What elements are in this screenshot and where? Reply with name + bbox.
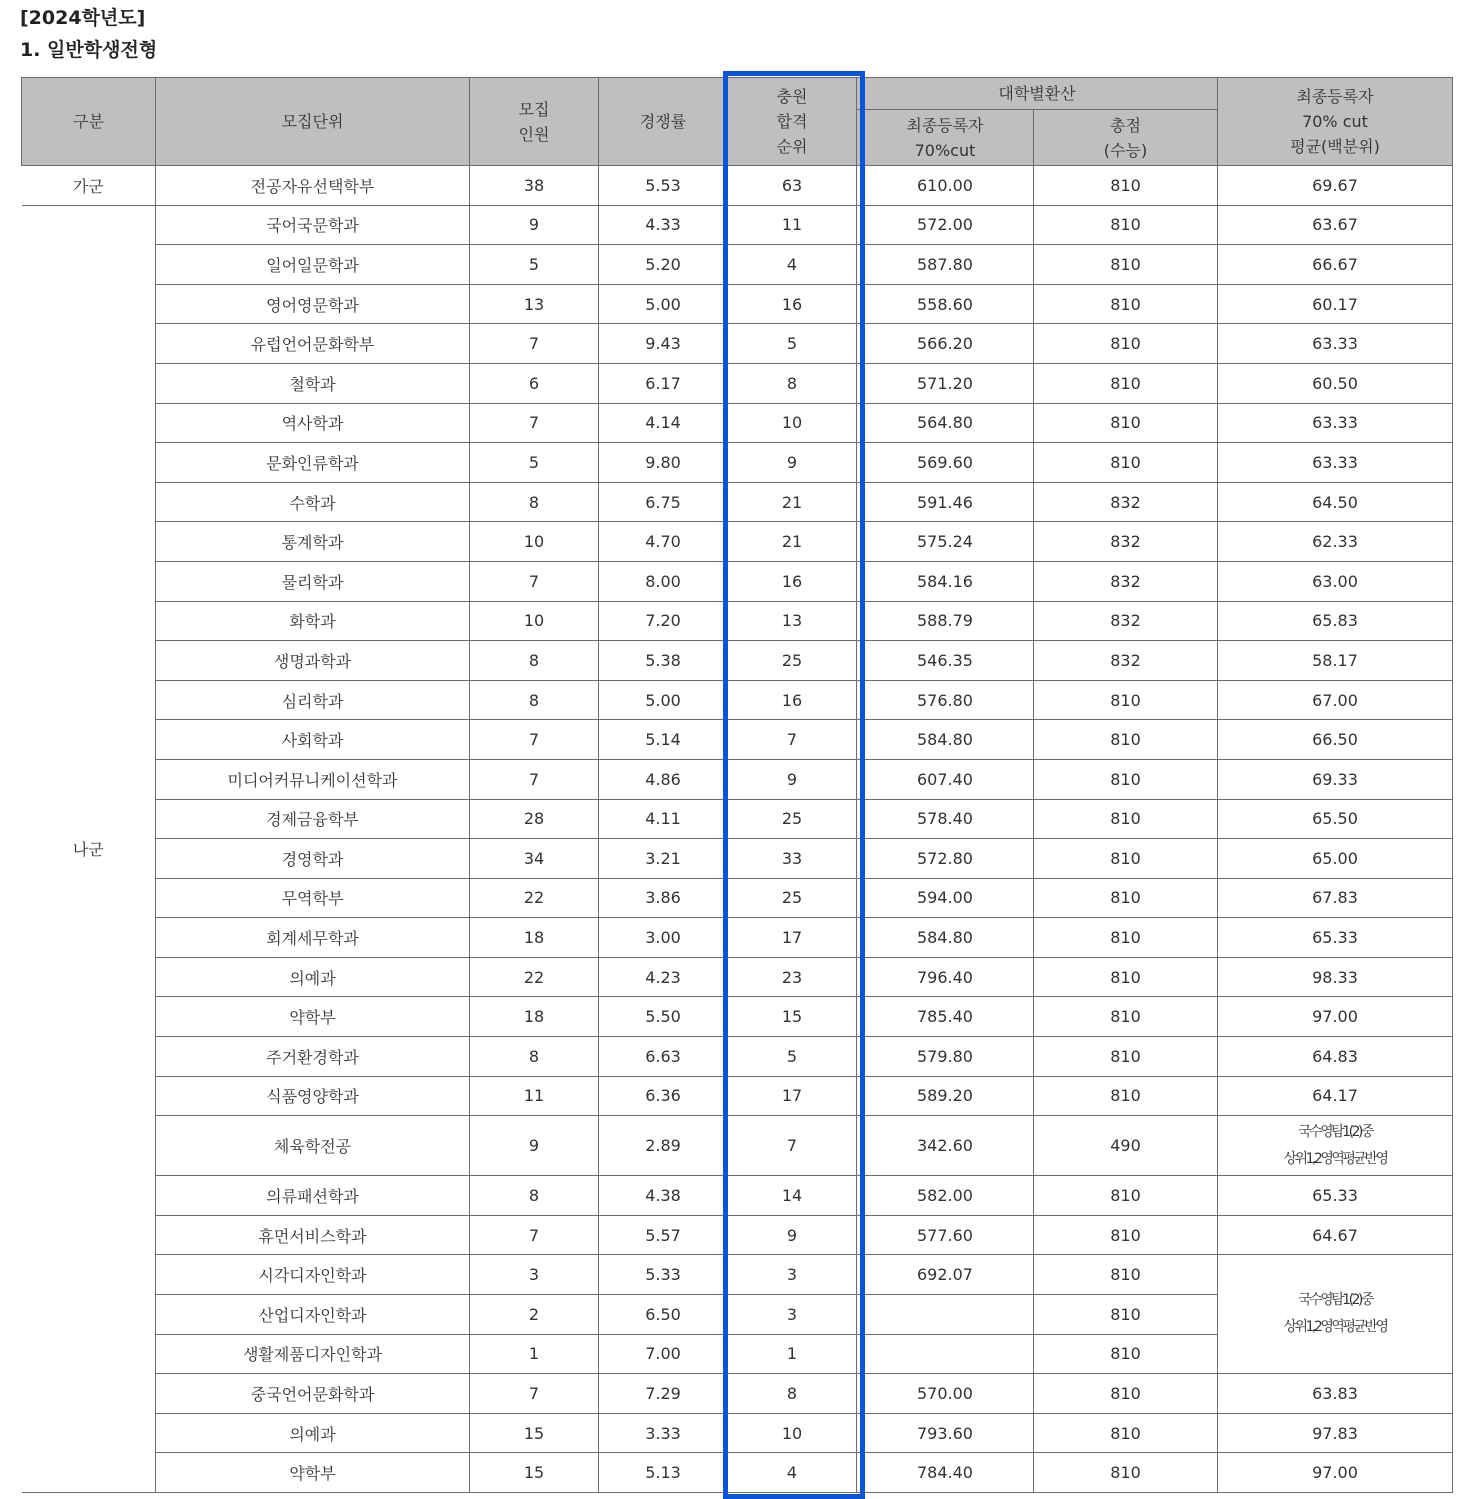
unit-cell: 심리학과 [156, 680, 470, 720]
unit-cell: 의예과 [156, 957, 470, 997]
cut-cell: 571.20 [857, 363, 1034, 403]
cut-cell: 576.80 [857, 680, 1034, 720]
rank-cell: 11 [728, 205, 857, 245]
percentile-cell: 63.33 [1218, 443, 1453, 483]
unit-cell: 체육학전공 [156, 1116, 470, 1176]
ratio-cell: 3.00 [599, 918, 728, 958]
ratio-cell: 4.14 [599, 403, 728, 443]
header-pct-line3: 평균(백분위) [1290, 137, 1380, 156]
header-rank [728, 78, 857, 166]
table-row [22, 799, 1453, 839]
ratio-cell: 4.38 [599, 1176, 728, 1216]
cut-cell: 784.40 [857, 1453, 1034, 1493]
total-cell: 810 [1034, 205, 1218, 245]
quota-cell: 5 [470, 443, 599, 483]
percentile-cell: 63.00 [1218, 561, 1453, 601]
ratio-cell: 4.86 [599, 759, 728, 799]
percentile-cell: 97.83 [1218, 1413, 1453, 1453]
ratio-cell: 7.29 [599, 1374, 728, 1414]
percentile-cell: 97.00 [1218, 997, 1453, 1037]
unit-cell: 생활제품디자인학과 [156, 1334, 470, 1374]
percentile-cell: 60.17 [1218, 284, 1453, 324]
total-cell: 810 [1034, 918, 1218, 958]
header-total-line1: 총점 [1110, 115, 1141, 135]
ratio-cell: 3.21 [599, 839, 728, 879]
cut-cell: 584.80 [857, 720, 1034, 760]
total-cell: 832 [1034, 561, 1218, 601]
table-row [22, 997, 1453, 1037]
admission-results-table [21, 77, 1453, 1493]
percentile-cell: 63.83 [1218, 1374, 1453, 1414]
header-rank-line3: 순위 [776, 137, 808, 156]
percentile-cell: 65.33 [1218, 1176, 1453, 1216]
rank-cell: 10 [728, 403, 857, 443]
cut-cell: 564.80 [857, 403, 1034, 443]
quota-cell: 7 [470, 1374, 599, 1414]
cut-cell: 588.79 [857, 601, 1034, 641]
cut-cell [857, 1295, 1034, 1335]
header-group: 구분 [22, 78, 156, 166]
total-cell: 810 [1034, 1037, 1218, 1077]
total-cell: 810 [1034, 878, 1218, 918]
total-cell: 810 [1034, 1453, 1218, 1493]
ratio-cell: 4.23 [599, 957, 728, 997]
table-row [22, 1076, 1453, 1116]
rank-cell: 7 [728, 1116, 857, 1176]
unit-cell: 일어일문학과 [156, 245, 470, 285]
quota-cell: 7 [470, 403, 599, 443]
quota-cell: 7 [470, 324, 599, 364]
percentile-cell: 66.50 [1218, 720, 1453, 760]
ratio-cell: 6.17 [599, 363, 728, 403]
ratio-cell: 5.14 [599, 720, 728, 760]
table-row [22, 918, 1453, 958]
rank-cell: 9 [728, 1215, 857, 1255]
cut-cell: 575.24 [857, 522, 1034, 562]
quota-cell: 22 [470, 878, 599, 918]
rank-cell: 8 [728, 1374, 857, 1414]
cut-cell: 785.40 [857, 997, 1034, 1037]
ratio-cell: 6.75 [599, 482, 728, 522]
rank-cell: 10 [728, 1413, 857, 1453]
unit-cell: 문화인류학과 [156, 443, 470, 483]
cut-cell: 589.20 [857, 1076, 1034, 1116]
cut-cell [857, 1334, 1034, 1374]
percentile-cell: 64.17 [1218, 1076, 1453, 1116]
rank-cell: 16 [728, 284, 857, 324]
quota-cell: 38 [470, 166, 599, 206]
percentile-cell: 69.67 [1218, 166, 1453, 206]
rank-cell: 15 [728, 997, 857, 1037]
total-cell: 810 [1034, 245, 1218, 285]
rank-cell: 3 [728, 1295, 857, 1335]
header-total [1034, 110, 1218, 166]
total-cell: 810 [1034, 1295, 1218, 1335]
rank-cell: 9 [728, 759, 857, 799]
unit-cell: 미디어커뮤니케이션학과 [156, 759, 470, 799]
header-percentile [1218, 78, 1453, 166]
percentile-cell: 60.50 [1218, 363, 1453, 403]
rank-cell: 16 [728, 680, 857, 720]
total-cell: 810 [1034, 1255, 1218, 1295]
table-row [22, 1215, 1453, 1255]
unit-cell: 전공자유선택학부 [156, 166, 470, 206]
total-cell: 832 [1034, 641, 1218, 681]
table-row [22, 1374, 1453, 1414]
total-cell: 810 [1034, 324, 1218, 364]
table-row [22, 680, 1453, 720]
cut-cell: 572.80 [857, 839, 1034, 879]
cut-cell: 566.20 [857, 324, 1034, 364]
unit-cell: 식품영양학과 [156, 1076, 470, 1116]
percentile-cell: 65.00 [1218, 839, 1453, 879]
note-line1: 국수영탐1(2)중 [1298, 1292, 1372, 1309]
unit-cell: 회계세무학과 [156, 918, 470, 958]
ratio-cell: 2.89 [599, 1116, 728, 1176]
table-row [22, 245, 1453, 285]
cut-cell: 577.60 [857, 1215, 1034, 1255]
unit-cell: 수학과 [156, 482, 470, 522]
quota-cell: 8 [470, 1176, 599, 1216]
header-pct-line1: 최종등록자 [1296, 87, 1374, 106]
cut-cell: 692.07 [857, 1255, 1034, 1295]
quota-cell: 7 [470, 759, 599, 799]
ratio-cell: 5.20 [599, 245, 728, 285]
total-cell: 810 [1034, 284, 1218, 324]
percentile-cell: 69.33 [1218, 759, 1453, 799]
unit-cell: 철학과 [156, 363, 470, 403]
quota-cell: 18 [470, 997, 599, 1037]
quota-cell: 22 [470, 957, 599, 997]
table-row [22, 878, 1453, 918]
rank-cell: 25 [728, 641, 857, 681]
header-cut-line1: 최종등록자 [906, 115, 984, 135]
cut-cell: 796.40 [857, 957, 1034, 997]
table-row [22, 1413, 1453, 1453]
ratio-cell: 5.13 [599, 1453, 728, 1493]
cut-cell: 578.40 [857, 799, 1034, 839]
rank-cell: 3 [728, 1255, 857, 1295]
total-cell: 810 [1034, 1374, 1218, 1414]
ratio-cell: 3.33 [599, 1413, 728, 1453]
unit-cell: 경영학과 [156, 839, 470, 879]
ratio-cell: 5.57 [599, 1215, 728, 1255]
ratio-cell: 8.00 [599, 561, 728, 601]
note-line2: 상위1,2영역평균반영 [1283, 1319, 1387, 1336]
total-cell: 832 [1034, 522, 1218, 562]
total-cell: 832 [1034, 482, 1218, 522]
total-cell: 810 [1034, 1215, 1218, 1255]
note-line2: 상위1,2영역평균반영 [1283, 1150, 1387, 1167]
percentile-cell: 67.00 [1218, 680, 1453, 720]
table-row [22, 601, 1453, 641]
percentile-cell: 64.50 [1218, 482, 1453, 522]
cut-cell: 584.16 [857, 561, 1034, 601]
quota-cell: 7 [470, 561, 599, 601]
percentile-note [1284, 1119, 1387, 1173]
unit-cell: 화학과 [156, 601, 470, 641]
header-rank-line1: 충원 [776, 87, 808, 106]
table-row [22, 1037, 1453, 1077]
year-title: [2024학년도] [20, 7, 146, 29]
unit-cell: 역사학과 [156, 403, 470, 443]
quota-cell: 15 [470, 1413, 599, 1453]
quota-cell: 2 [470, 1295, 599, 1335]
header-total-line2: (수능) [1103, 140, 1148, 160]
rank-cell: 13 [728, 601, 857, 641]
total-cell: 810 [1034, 403, 1218, 443]
quota-cell: 5 [470, 245, 599, 285]
ratio-cell: 4.11 [599, 799, 728, 839]
ratio-cell: 4.33 [599, 205, 728, 245]
cut-cell: 584.80 [857, 918, 1034, 958]
total-cell: 810 [1034, 1334, 1218, 1374]
percentile-cell: 98.33 [1218, 957, 1453, 997]
ratio-cell: 3.86 [599, 878, 728, 918]
quota-cell: 9 [470, 205, 599, 245]
ratio-cell: 5.50 [599, 997, 728, 1037]
rank-cell: 5 [728, 1037, 857, 1077]
cut-cell: 546.35 [857, 641, 1034, 681]
header-pct-line2: 70% cut [1302, 112, 1368, 131]
unit-cell: 주거환경학과 [156, 1037, 470, 1077]
table-header [22, 78, 1453, 166]
table-row [22, 1453, 1453, 1493]
quota-cell: 1 [470, 1334, 599, 1374]
rank-cell: 25 [728, 799, 857, 839]
unit-cell: 산업디자인학과 [156, 1295, 470, 1335]
ratio-cell: 9.43 [599, 324, 728, 364]
quota-cell: 34 [470, 839, 599, 879]
quota-cell: 15 [470, 1453, 599, 1493]
percentile-note [1284, 1287, 1387, 1341]
unit-cell: 사회학과 [156, 720, 470, 760]
unit-cell: 영어영문학과 [156, 284, 470, 324]
table-row [22, 443, 1453, 483]
total-cell: 810 [1034, 720, 1218, 760]
total-cell: 810 [1034, 680, 1218, 720]
note-line1: 국수영탐1(2)중 [1298, 1123, 1372, 1140]
percentile-cell: 65.33 [1218, 918, 1453, 958]
total-cell: 810 [1034, 997, 1218, 1037]
rank-cell: 7 [728, 720, 857, 760]
header-quota-line1: 모집 [518, 99, 550, 119]
header-quota-line2: 인원 [518, 124, 550, 144]
rank-cell: 33 [728, 839, 857, 879]
cut-cell: 572.00 [857, 205, 1034, 245]
cut-cell: 594.00 [857, 878, 1034, 918]
percentile-cell: 66.67 [1218, 245, 1453, 285]
percentile-cell [1218, 1116, 1453, 1176]
header-ratio: 경쟁률 [599, 78, 728, 166]
percentile-cell: 64.67 [1218, 1215, 1453, 1255]
unit-cell: 약학부 [156, 997, 470, 1037]
table-row [22, 166, 1453, 206]
ratio-cell: 5.00 [599, 284, 728, 324]
rank-cell: 1 [728, 1334, 857, 1374]
rank-cell: 4 [728, 245, 857, 285]
table-row [22, 759, 1453, 799]
total-cell: 810 [1034, 1176, 1218, 1216]
percentile-cell: 67.83 [1218, 878, 1453, 918]
table-row [22, 403, 1453, 443]
ratio-cell: 9.80 [599, 443, 728, 483]
unit-cell: 약학부 [156, 1453, 470, 1493]
rank-cell: 17 [728, 1076, 857, 1116]
rank-cell: 25 [728, 878, 857, 918]
quota-cell: 7 [470, 1215, 599, 1255]
ratio-cell: 5.00 [599, 680, 728, 720]
total-cell: 810 [1034, 957, 1218, 997]
quota-cell: 10 [470, 522, 599, 562]
quota-cell: 6 [470, 363, 599, 403]
unit-cell: 의예과 [156, 1413, 470, 1453]
rank-cell: 23 [728, 957, 857, 997]
percentile-cell: 63.67 [1218, 205, 1453, 245]
rank-cell: 21 [728, 482, 857, 522]
ratio-cell: 6.36 [599, 1076, 728, 1116]
ratio-cell: 5.33 [599, 1255, 728, 1295]
quota-cell: 3 [470, 1255, 599, 1295]
table-row [22, 957, 1453, 997]
quota-cell: 8 [470, 680, 599, 720]
table-row [22, 482, 1453, 522]
table-row [22, 839, 1453, 879]
rank-cell: 17 [728, 918, 857, 958]
header-quota [470, 78, 599, 166]
percentile-cell: 58.17 [1218, 641, 1453, 681]
table-row [22, 720, 1453, 760]
rank-cell: 9 [728, 443, 857, 483]
total-cell: 810 [1034, 1076, 1218, 1116]
ratio-cell: 5.38 [599, 641, 728, 681]
table-row [22, 641, 1453, 681]
group-cell: 나군 [22, 205, 156, 1492]
group-cell: 가군 [22, 166, 156, 206]
cut-cell: 570.00 [857, 1374, 1034, 1414]
table-row [22, 1116, 1453, 1176]
unit-cell: 경제금융학부 [156, 799, 470, 839]
table-row [22, 205, 1453, 245]
table-row [22, 522, 1453, 562]
quota-cell: 11 [470, 1076, 599, 1116]
cut-cell: 558.60 [857, 284, 1034, 324]
cut-cell: 591.46 [857, 482, 1034, 522]
total-cell: 490 [1034, 1116, 1218, 1176]
total-cell: 810 [1034, 363, 1218, 403]
quota-cell: 13 [470, 284, 599, 324]
quota-cell: 8 [470, 1037, 599, 1077]
quota-cell: 7 [470, 720, 599, 760]
ratio-cell: 7.20 [599, 601, 728, 641]
unit-cell: 의류패션학과 [156, 1176, 470, 1216]
header-cut [857, 110, 1034, 166]
unit-cell: 국어국문학과 [156, 205, 470, 245]
total-cell: 810 [1034, 1413, 1218, 1453]
total-cell: 810 [1034, 799, 1218, 839]
total-cell: 810 [1034, 443, 1218, 483]
percentile-cell: 64.83 [1218, 1037, 1453, 1077]
rank-cell: 21 [728, 522, 857, 562]
cut-cell: 610.00 [857, 166, 1034, 206]
cut-cell: 587.80 [857, 245, 1034, 285]
quota-cell: 10 [470, 601, 599, 641]
unit-cell: 물리학과 [156, 561, 470, 601]
cut-cell: 569.60 [857, 443, 1034, 483]
cut-cell: 582.00 [857, 1176, 1034, 1216]
quota-cell: 9 [470, 1116, 599, 1176]
unit-cell: 시각디자인학과 [156, 1255, 470, 1295]
percentile-cell: 63.33 [1218, 403, 1453, 443]
table-row [22, 324, 1453, 364]
percentile-cell: 63.33 [1218, 324, 1453, 364]
cut-cell: 607.40 [857, 759, 1034, 799]
table-row [22, 561, 1453, 601]
rank-cell: 14 [728, 1176, 857, 1216]
cut-cell: 342.60 [857, 1116, 1034, 1176]
table-row [22, 284, 1453, 324]
unit-cell: 통계학과 [156, 522, 470, 562]
cut-cell: 793.60 [857, 1413, 1034, 1453]
rank-cell: 5 [728, 324, 857, 364]
total-cell: 810 [1034, 166, 1218, 206]
unit-cell: 무역학부 [156, 878, 470, 918]
table-row [22, 1255, 1453, 1295]
percentile-cell [1218, 1255, 1453, 1374]
percentile-cell: 62.33 [1218, 522, 1453, 562]
quota-cell: 18 [470, 918, 599, 958]
ratio-cell: 6.63 [599, 1037, 728, 1077]
ratio-cell: 6.50 [599, 1295, 728, 1335]
total-cell: 832 [1034, 601, 1218, 641]
table-body [22, 166, 1453, 1493]
ratio-cell: 7.00 [599, 1334, 728, 1374]
header-unit: 모집단위 [156, 78, 470, 166]
unit-cell: 휴먼서비스학과 [156, 1215, 470, 1255]
rank-cell: 63 [728, 166, 857, 206]
section-title: 1. 일반학생전형 [20, 39, 158, 61]
total-cell: 810 [1034, 839, 1218, 879]
cut-cell: 579.80 [857, 1037, 1034, 1077]
rank-cell: 16 [728, 561, 857, 601]
table-row [22, 363, 1453, 403]
percentile-cell: 65.83 [1218, 601, 1453, 641]
rank-cell: 4 [728, 1453, 857, 1493]
unit-cell: 중국언어문화학과 [156, 1374, 470, 1414]
quota-cell: 8 [470, 641, 599, 681]
ratio-cell: 4.70 [599, 522, 728, 562]
header-rank-line2: 합격 [776, 112, 808, 131]
percentile-cell: 97.00 [1218, 1453, 1453, 1493]
header-cut-line2: 70%cut [914, 140, 976, 160]
unit-cell: 생명과학과 [156, 641, 470, 681]
ratio-cell: 5.53 [599, 166, 728, 206]
unit-cell: 유럽언어문화학부 [156, 324, 470, 364]
total-cell: 810 [1034, 759, 1218, 799]
rank-cell: 8 [728, 363, 857, 403]
table-row [22, 1176, 1453, 1216]
header-conversion: 대학별환산 [857, 78, 1218, 110]
percentile-cell: 65.50 [1218, 799, 1453, 839]
quota-cell: 28 [470, 799, 599, 839]
quota-cell: 8 [470, 482, 599, 522]
